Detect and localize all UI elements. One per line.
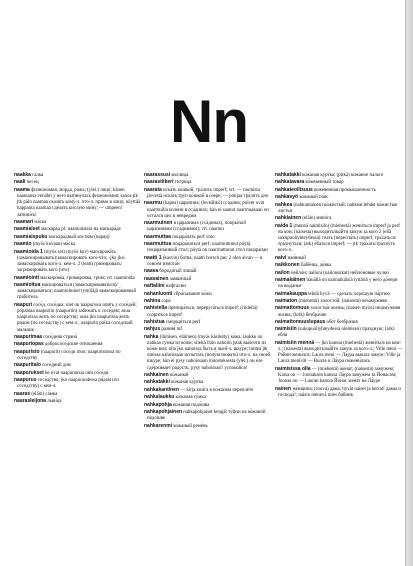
entry-translation: tehdä hyvä — сде́лать хоро́шую па́ртию xyxy=(308,291,391,297)
entry-headword: naapurus xyxy=(14,377,37,384)
entry-headword: naaras xyxy=(14,390,31,397)
entry-headword: nahistua xyxy=(144,318,165,325)
entry-translation: ко́жаный реме́нь xyxy=(173,423,208,429)
entry-translation: поцара́пать perf vmo xyxy=(172,234,215,240)
entry-headword: nailon xyxy=(275,269,290,276)
dictionary-entry xyxy=(14,275,142,282)
entry-headword: naamiaiset xyxy=(14,226,40,233)
entry-headword: naftaliini xyxy=(144,283,165,290)
entry-headword: nahkateollisuus xyxy=(275,186,313,193)
entry-translation: га́лка xyxy=(32,173,44,178)
entry-translation: (kasvin) ботва́; naatti borsch ри́с 2 olen aivan — я совсе́м измота́н xyxy=(147,255,263,267)
dictionary-entry xyxy=(14,302,142,334)
entry-translation: наи́вный xyxy=(287,255,306,261)
column-3 xyxy=(275,172,403,560)
entry-translation: сморщи́ться perf xyxy=(165,319,201,325)
dictionary-entry xyxy=(14,334,142,341)
entry-translation: (naapurit) сосе́ди mon; naapuristossa по сосе́дству xyxy=(17,349,121,361)
entry-headword: naarmu xyxy=(144,200,163,207)
dictionary-entry xyxy=(14,249,142,275)
entry-headword: nahanluonti xyxy=(144,290,173,297)
entry-translation: сосе́д, сосе́дка; olet on naapurissa опять у сосе́дей; pöpahtaa naapuriin (naapuriin) забежа́ть к сосе́дям; asua naapurissa жить по сосе́дству; asua jkn naapurissa жить ря́дом (по сосе́дству) с кем-л.; naapurin poika сосе́дский ма́льчик xyxy=(17,302,137,333)
dictionary-entry xyxy=(144,334,272,372)
dictionary-entry xyxy=(144,379,272,386)
entry-headword: naimaton xyxy=(275,297,298,304)
dictionary-entry xyxy=(144,255,272,268)
entry-headword: naama xyxy=(14,186,30,193)
dictionary-entry xyxy=(275,172,403,179)
entry-headword: nahina xyxy=(144,297,161,304)
entry-translation: ко́жаная ку́ртка xyxy=(171,380,204,386)
entry-translation: маскиро́вка, грими́ровка, грим; vrt. naamioida xyxy=(40,275,135,281)
entry-translation: he ovat naapuruksia они сосе́ди xyxy=(44,370,109,376)
entry-headword: naava xyxy=(144,268,159,275)
page-edge-line xyxy=(405,0,406,566)
entry-headword: naapuritalo xyxy=(14,362,41,369)
dictionary-entry xyxy=(275,187,403,194)
entry-headword: naimisiin mennä xyxy=(275,339,315,346)
column-2 xyxy=(144,172,272,560)
dictionary-entry xyxy=(275,366,403,386)
dictionary-entry xyxy=(14,391,142,398)
entry-headword: nahkapohja xyxy=(144,401,172,408)
entry-headword: naimakauppa xyxy=(275,290,307,297)
entry-headword: naarassusi xyxy=(144,172,171,178)
entry-translation: маскирова́ться (замаскировываться)/замаскирова́ться; naamioitunut rystöläjä замаскиро́ванный грабитель xyxy=(17,282,137,301)
entry-translation: ба́бёнка, де́вка xyxy=(300,263,332,269)
section-heading: Nn xyxy=(170,88,248,155)
entry-headword: naakka xyxy=(14,172,31,178)
entry-translation: — jkn kanssa (miehestä) жени́ться на ком-л.; (naisesta) выходи́ть/вы́йти за́муж за кого́-л.; Ville meni — Ра́йни жени́лся; Laura meni — Ла́ура вы́шла за́муж; Ville ja Laura menivät — Ви́лле и Ла́ура пожени́лись xyxy=(278,340,403,365)
dictionary-entry xyxy=(14,362,142,369)
dictionary-entry xyxy=(144,298,272,305)
entry-headword: naimattomuuslupaus xyxy=(275,318,326,325)
entry-headword: naapuri xyxy=(14,301,33,308)
entry-headword: naivi xyxy=(275,254,287,261)
entry-translation: замше́лый xyxy=(169,276,192,282)
entry-headword: nahistella xyxy=(144,305,168,312)
entry-headword: naarasleijona xyxy=(14,398,46,405)
entry-translation: häuällä on naimaikäisiä tyttäriä у него́ до́чери на вы́данье xyxy=(278,277,398,290)
entry-headword: naimisissa olla xyxy=(275,365,311,372)
entry-headword: naavainen xyxy=(144,275,169,282)
entry-translation: нейло́н; nailoni (nailonsukat) нейло́новые чулки́ xyxy=(290,270,389,276)
dictionary-entry xyxy=(14,398,142,405)
entry-translation: волчи́ца xyxy=(171,173,189,178)
dictionary-entry xyxy=(144,241,272,254)
dictionary-entry xyxy=(275,298,403,305)
dictionary-entry xyxy=(275,340,403,366)
entry-headword: naamiaispuku xyxy=(14,233,48,240)
dictionary-entry xyxy=(144,283,272,290)
entry-headword: nainen xyxy=(275,385,292,392)
dictionary-entry xyxy=(275,386,403,399)
entry-translation: сосе́дство; jkn naapuruudessa ря́дом (по сосе́дству) с кем-л. xyxy=(17,378,119,390)
entry-translation: же́нщина; (rouva) да́ма; hyvät naiset ja herrat! да́мы и господа́!; naisin menevä mies ба́бник xyxy=(278,386,401,398)
column-1 xyxy=(14,172,142,560)
entry-translation: физионо́мия, мо́рда, ро́жа; (ylei.) лицо́; hänen naamansa venähti у него́ вытянулась физионо́мия; sanoa jtk jtk päin naamaa сказа́ть кому́-л. что-л. пря́мо в лицо́; nöyttää happanta naamaa сде́лать ки́слую ми́ну; — umpeen! заткни́сь! xyxy=(17,187,141,218)
entry-translation: поцара́паться perf; naarmuttunut pöytä поцара́панный стол; pöytä on naarmuttunut стол поцара́пан xyxy=(147,242,268,254)
entry-translation: (sukupuoliyhteydessä olemisen) праздную; (ark) ебля xyxy=(278,327,395,339)
entry-headword: naida 1 xyxy=(275,222,293,229)
dictionary-entry xyxy=(144,234,272,241)
entry-translation: песе́ц xyxy=(26,180,39,186)
entry-translation: льви́ца xyxy=(47,399,62,405)
entry-translation: иска́ть ко́шкой, тра́лить imperf; vrt. — ruumista järvestä иска́ть труп ко́шкой в о́зере; — pohjaa тра́лить дно xyxy=(147,187,269,199)
entry-translation: (myös kuvaan) ма́ска xyxy=(32,242,76,248)
entry-translation: нафтали́н xyxy=(165,284,186,290)
entry-translation: добрососе́дские отноше́ния xyxy=(44,342,103,348)
dictionary-entry xyxy=(144,326,272,333)
entry-translation: (eläin) са́мка xyxy=(31,391,58,397)
dictionary-entry xyxy=(144,172,272,179)
entry-headword: naimisiin xyxy=(275,326,297,333)
entry-translation: ко́жаный по́яс xyxy=(299,195,329,201)
entry-translation: сора́ xyxy=(161,298,171,304)
page-edge-shadow xyxy=(405,0,413,566)
entry-translation: ко́жаная су́мка xyxy=(175,395,206,401)
entry-translation: ко́жаная подо́шва xyxy=(173,402,210,408)
entry-translation: разиня́ mf xyxy=(161,327,183,333)
entry-headword: nahkavyö xyxy=(275,194,299,201)
entry-headword: naatti 1 xyxy=(144,254,162,261)
dictionary-entry xyxy=(14,219,142,226)
entry-headword: nahkalaukku xyxy=(144,394,175,401)
entry-headword: naarata xyxy=(144,186,162,193)
dictionary-entry xyxy=(14,172,142,179)
dictionary-entry xyxy=(144,179,272,186)
entry-translation: (mennä naimisiin) (miehestä) жени́ться imperf ja perf на ком; (naisesta) выходи́ть/вы́йти за́муж за кого́ 2 (ellä sukupuoliyhteydessä) спа́ть (переспа́ть) imperf, тра́хаться/тра́хнуться; (ark) е́баться imperf; — jtk тра́хать/тра́хнуть кого́-л. xyxy=(278,223,400,254)
entry-headword: naimakäinen xyxy=(275,276,306,283)
dictionary-entry xyxy=(275,291,403,298)
entry-headword: nahkatavara xyxy=(275,179,305,186)
entry-headword: nahkapohjainen xyxy=(144,409,183,416)
dictionary-entry xyxy=(14,282,142,302)
dictionary-entry xyxy=(144,394,272,401)
entry-headword: naimattomuus xyxy=(275,305,310,312)
entry-translation: в цара́пинах (сса́динах), покры́тый цара́пинами (сса́динами); vrt. naarmu xyxy=(147,221,246,233)
dictionary-entry xyxy=(144,268,272,275)
entry-translation: ма́ска xyxy=(34,219,47,225)
entry-headword: naapurukset xyxy=(14,369,44,376)
entry-translation: — kirja кни́га в ко́жаном переплёте xyxy=(180,387,254,393)
dictionary-entry xyxy=(14,377,142,390)
entry-translation: — (miehestä) жена́т; (naisesta) за́мужем; Kaisa on — Joonaksen kanssa Ла́ура за́мужем за Йо́насом; Joonas on — Lauran kanssa Йо́нас жена́т на Ла́уре xyxy=(278,366,397,385)
dictionary-entry xyxy=(275,326,403,339)
entry-translation: (kapea) цара́пина; (leveähkö) сса́дина; polvet ovat naarmuilla коле́ни в сса́динах; kän ei saanut naarmuakaan он оста́лся цел и невреди́м xyxy=(147,201,269,219)
dictionary-entry xyxy=(144,276,272,283)
entry-headword: naarmuinen xyxy=(144,220,173,227)
entry-headword: naarastiikeri xyxy=(144,179,174,186)
entry-headword: naarmuttaa xyxy=(144,233,171,240)
entry-translation: (nahkamainen) ко́жистый; nahkeat lehdet ко́жистые ли́стья xyxy=(278,202,398,214)
dictionary-entry xyxy=(144,387,272,394)
entry-translation: (miehestä) холосто́й; (naisesta) незаму́жняя xyxy=(298,298,387,304)
dictionary-entry xyxy=(14,370,142,377)
entry-headword: nahkainen xyxy=(144,372,169,379)
entry-translation: (ihmisen, eläimen) (myös käsitelty) ко́жа; laukku on nahkaa су́мка из ко́жи; sileitä ihön nahoiin jstak вы́лезти из ко́жи вон; olla jkn nahoissa быть в чьей-л. шку́ре; tuntea jtk omissa nahoissaan испыта́ть (почу́вствовать) что-л. на свое́й шку́ре; hän ei pysy nahoissaan innostuksesta (ylei.) он е́ле сде́рживает ра́дость; pysy nahoissasi! успоко́йся! xyxy=(147,334,271,371)
entry-translation: тигри́ца xyxy=(174,180,192,186)
entry-translation: (eläin) мино́га xyxy=(302,216,332,222)
dictionary-entry xyxy=(14,341,142,348)
dictionary-entry xyxy=(144,220,272,233)
entry-headword: nahkakantinen xyxy=(144,386,180,393)
entry-headword: naapuristo xyxy=(14,348,40,355)
dictionary-entry xyxy=(14,349,142,362)
dictionary-entry xyxy=(144,402,272,409)
entry-headword: naapurimaa xyxy=(14,333,43,340)
dictionary-entry xyxy=(144,187,272,200)
entry-headword: nahkea xyxy=(275,201,293,208)
entry-headword: nahkatakki xyxy=(275,172,301,178)
entry-translation: ко́жевенный това́р xyxy=(305,180,344,186)
dictionary-entry xyxy=(275,270,403,277)
entry-translation: обе́т безбра́чия xyxy=(326,319,358,325)
entry-headword: naamioitua xyxy=(14,281,41,288)
dictionary-entry xyxy=(144,319,272,326)
entry-headword: naikkonen xyxy=(275,262,300,269)
entry-translation: маскара́дный костю́м (наряд) xyxy=(48,234,110,240)
entry-headword: naali xyxy=(14,179,26,186)
dictionary-entry xyxy=(14,226,142,233)
entry-translation: (myös sot) (myös kuv) маскирова́ть (замаскировывать)/замаскирова́ть кого́-что; -jku jksi замаскирова́ть кого́-л. кем-л. 2 (teatt) гримирова́ть/загримирова́ть кого́ (что) xyxy=(17,249,125,274)
dictionary-entry xyxy=(144,305,272,318)
dictionary-entry xyxy=(144,423,272,430)
dictionary-entry xyxy=(14,241,142,248)
dictionary-entry xyxy=(275,305,403,318)
entry-headword: nahkarenmi xyxy=(144,422,173,429)
entry-headword: nahkiainen xyxy=(275,215,302,222)
entry-translation: коже́венная промы́шленность xyxy=(314,187,376,193)
entry-translation: препира́ться, переруга́ться imperf; (riidellä) ссо́риться imperf xyxy=(147,306,258,318)
entry-translation: маскара́д pl; naamiaisissa на маскара́де xyxy=(41,227,121,233)
entry-headword: nahka xyxy=(144,333,159,340)
entry-translation: сбра́сывание ко́жи xyxy=(173,291,212,297)
dictionary-entry xyxy=(275,179,403,186)
dictionary-entry xyxy=(144,200,272,220)
entry-headword: naamiointi xyxy=(14,274,40,281)
entry-translation: сосе́дняя страна́ xyxy=(43,334,77,340)
entry-translation: холосты́е жизнь; (naisen myös) незаму́жняя жизнь; (kirk) безбра́чие xyxy=(278,306,401,318)
dictionary-entry xyxy=(275,215,403,222)
entry-headword: nahkatakki xyxy=(144,379,170,386)
dictionary-entry xyxy=(275,202,403,215)
entry-translation: ко́жаная ку́ртка; (pitkä) ко́жаное пальто́ xyxy=(302,173,384,178)
entry-translation: ко́жаный xyxy=(169,373,189,379)
dictionary-entry xyxy=(14,187,142,219)
entry-headword: naamari xyxy=(14,218,34,225)
dictionary-entry xyxy=(275,194,403,201)
entry-headword: naamio xyxy=(14,241,32,248)
entry-translation: сосе́дний дом xyxy=(42,363,71,369)
dictionary-entry xyxy=(14,179,142,186)
dictionary-entry xyxy=(275,277,403,290)
dictionary-entry xyxy=(144,409,272,422)
dictionary-entry xyxy=(275,255,403,262)
entry-headword: nahjus xyxy=(144,326,161,333)
dictionary-entry xyxy=(275,319,403,326)
entry-translation: борода́тый лиша́й xyxy=(159,269,197,275)
dictionary-entry xyxy=(14,234,142,241)
dictionary-entry xyxy=(275,223,403,255)
entry-translation: nahkapohjaiset kengät ту́фли на ко́жаной подо́шве xyxy=(147,410,266,422)
dictionary-entry xyxy=(275,262,403,269)
dictionary-entry xyxy=(144,372,272,379)
entry-headword: naarmuttua xyxy=(144,241,172,248)
entry-headword: naapuriopas xyxy=(14,341,44,348)
entry-headword: naamioida 1 xyxy=(14,248,43,255)
dictionary-entry xyxy=(144,291,272,298)
